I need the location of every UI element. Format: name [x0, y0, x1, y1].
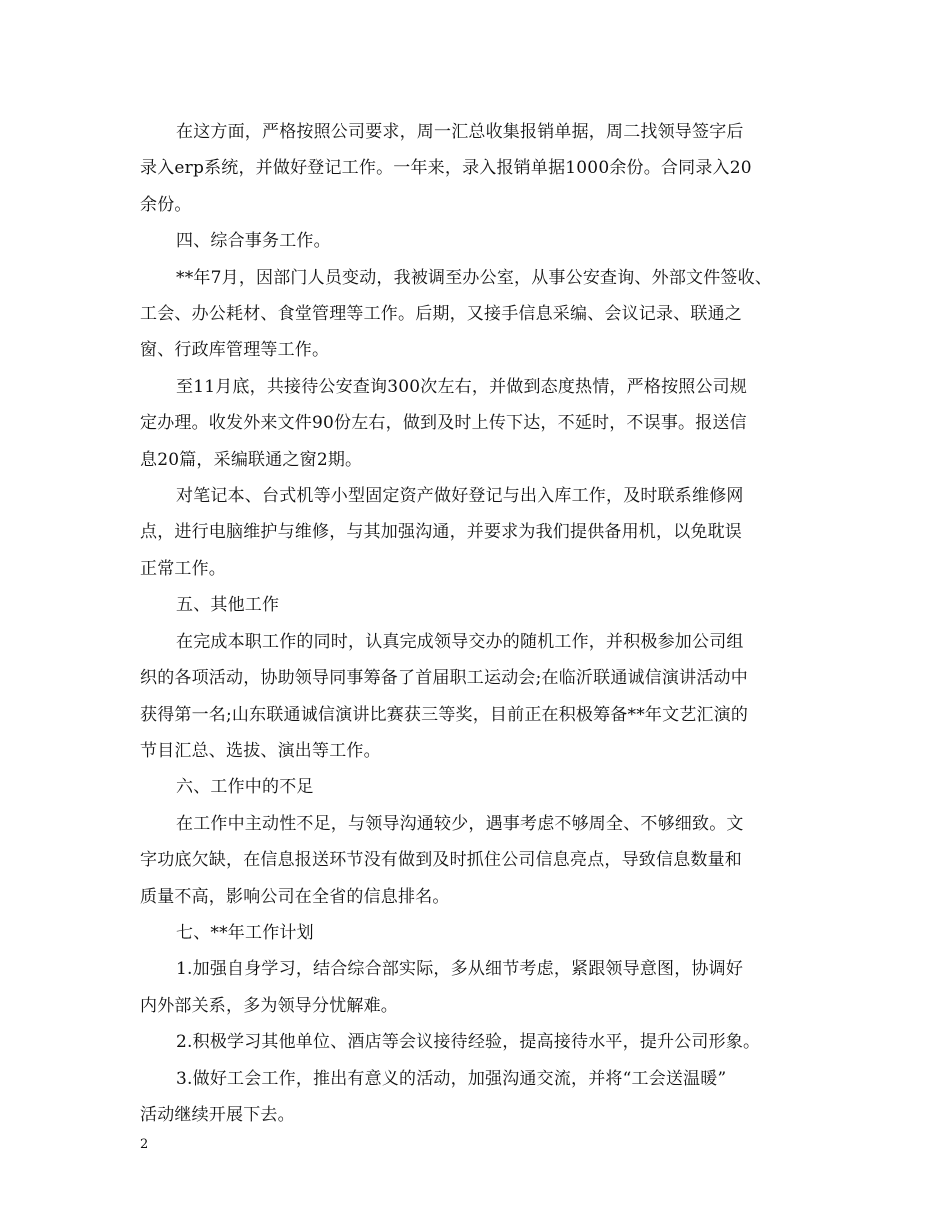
- paragraph: [140, 260, 820, 369]
- text-line: 1.加强自身学习，结合综合部实际，多从细节考虑，紧跟领导意图，协调好: [176, 959, 744, 980]
- paragraph: [140, 587, 820, 623]
- document-body: [140, 114, 820, 1133]
- text-line: 在工作中主动性不足，与领导沟通较少，遇事考虑不够周全、不够细致。文: [176, 813, 744, 834]
- text-line: 内外部关系，多为领导分忧解难。: [140, 995, 398, 1016]
- page-number: 2: [140, 1137, 149, 1152]
- paragraph: [140, 223, 820, 259]
- text-line: **年7月，因部门人员变动，我被调至办公室，从事公安查询、外部文件签收、: [176, 267, 773, 288]
- text-line: 余份。: [140, 194, 192, 215]
- paragraph: [140, 478, 820, 587]
- text-line: 窗、行政库管理等工作。: [140, 340, 330, 361]
- text-line: 定办理。收发外来文件90份左右，做到及时上传下达，不延时，不误事。报送信: [140, 413, 747, 434]
- text-line: 织的各项活动，协助领导同事筹备了首届职工运动会;在临沂联通诚信演讲活动中: [140, 668, 748, 689]
- paragraph: [140, 1061, 820, 1134]
- text-line: 在完成本职工作的同时，认真完成领导交办的随机工作，并积极参加公司组: [176, 631, 744, 652]
- text-line: 四、综合事务工作。: [176, 231, 331, 252]
- text-line: 对笔记本、台式机等小型固定资产做好登记与出入库工作，及时联系维修网: [176, 486, 744, 507]
- paragraph: [140, 951, 820, 1024]
- text-line: 活动继续开展下去。: [140, 1104, 295, 1125]
- text-line: 六、工作中的不足: [176, 777, 314, 798]
- text-line: 至11月底，共接待公安查询300次左右，并做到态度热情，严格按照公司规: [176, 376, 748, 397]
- paragraph: [140, 369, 820, 478]
- paragraph: [140, 624, 820, 770]
- text-line: 3.做好工会工作，推出有意义的活动，加强沟通交流，并将“工会送温暖”: [176, 1068, 727, 1089]
- text-line: 在这方面，严格按照公司要求，周一汇总收集报销单据，周二找领导签字后: [176, 122, 744, 142]
- text-line: 息20篇，采编联通之窗2期。: [140, 449, 363, 470]
- text-line: 字功底欠缺，在信息报送环节没有做到及时抓住公司信息亮点，导致信息数量和: [140, 850, 742, 871]
- text-line: 五、其他工作: [176, 595, 280, 616]
- paragraph: [140, 1024, 820, 1060]
- text-line: 工会、办公耗材、食堂管理等工作。后期，又接手信息采编、会议记录、联通之: [140, 304, 742, 325]
- text-line: 七、**年工作计划: [176, 922, 314, 943]
- paragraph: [140, 915, 820, 951]
- text-line: 点，进行电脑维护与维修，与其加强沟通，并要求为我们提供备用机，以免耽误: [140, 522, 742, 543]
- paragraph: [140, 806, 820, 915]
- text-line: 节目汇总、选拔、演出等工作。: [140, 740, 381, 761]
- text-line: 获得第一名;山东联通诚信演讲比赛获三等奖，目前正在积极筹备**年文艺汇演的: [140, 704, 749, 725]
- text-line: 2.积极学习其他单位、酒店等会议接待经验，提高接待水平，提升公司形象。: [176, 1032, 761, 1053]
- text-line: 质量不高，影响公司在全省的信息排名。: [140, 886, 450, 907]
- text-line: 正常工作。: [140, 558, 226, 579]
- text-line: 录入erp系统，并做好登记工作。一年来，录入报销单据1000余份。合同录入20: [140, 158, 752, 179]
- paragraph: [140, 769, 820, 805]
- paragraph: [140, 114, 820, 223]
